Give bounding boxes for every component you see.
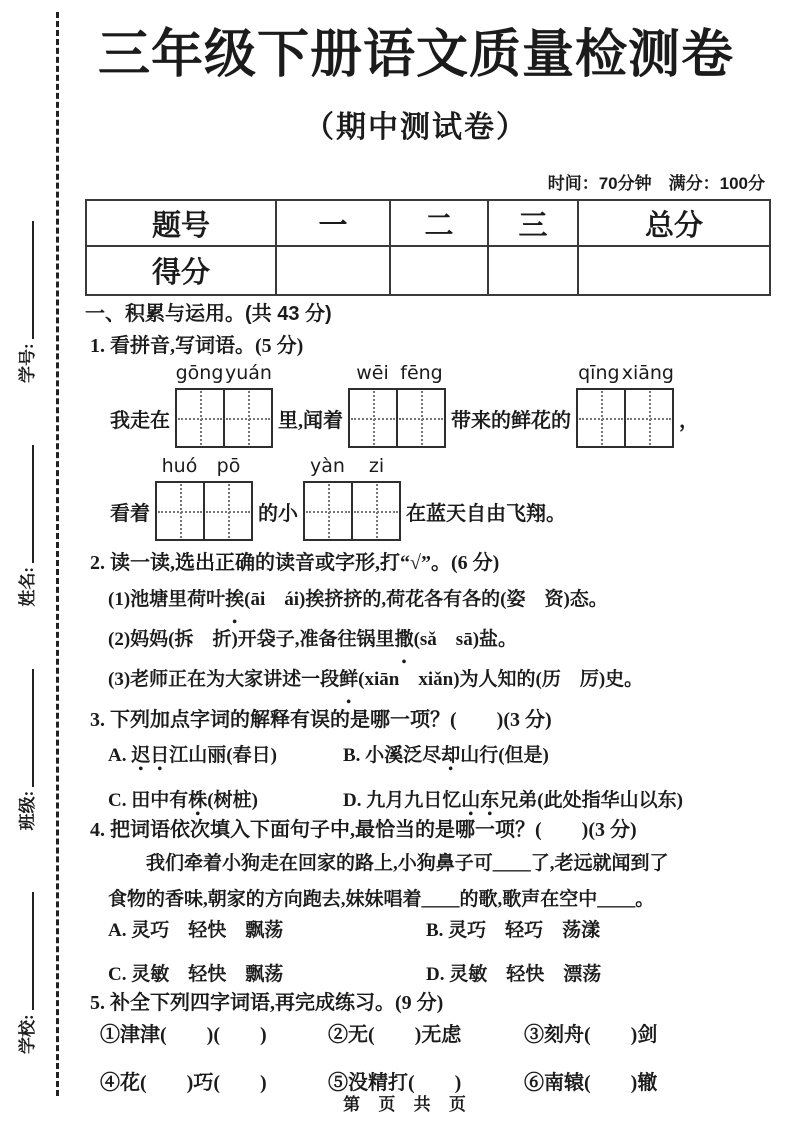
question-3-header: 3. 下列加点字词的解释有误的是哪一项？( )(3 分) xyxy=(90,709,552,731)
paper-subtitle: （期中测试卷） xyxy=(304,111,528,144)
sidebar-field-class xyxy=(13,669,38,831)
writing-box xyxy=(576,388,674,448)
sidebar-field-name xyxy=(13,445,38,607)
dashed-cut-line xyxy=(56,12,59,1096)
question-4-option-d: D. 灵敏 轻快 漂荡 xyxy=(426,964,602,985)
text-segment: 里,闻着 xyxy=(278,409,343,432)
text-segment: 的小 xyxy=(258,502,298,525)
score-cell-total xyxy=(578,246,770,295)
question-4-option-b: B. 灵巧 轻巧 荡漾 xyxy=(426,920,601,941)
text-segment: (2)妈妈(拆 折)开袋子,准备往锅里 xyxy=(108,629,395,650)
question-5-items xyxy=(100,1018,657,1095)
class-fill-line xyxy=(32,669,34,787)
section-one-heading: 一、积累与运用。(共 43 分) xyxy=(85,303,332,325)
question-5-item-2: ②无( )无虑 xyxy=(328,1024,462,1046)
question-3-option-a xyxy=(108,740,343,767)
student-info-strip xyxy=(8,24,42,1062)
text-segment: (āi ái)挨挤挤的,荷花各有各的(姿 资)态。 xyxy=(244,589,608,610)
text-segment: D. 九月九日忆 xyxy=(343,790,462,811)
question-5-item-3: ③刻舟( )剑 xyxy=(524,1024,658,1046)
emphasized-char: 株 xyxy=(188,790,208,811)
pinyin-word: gōng xyxy=(175,362,224,384)
emphasized-char: 却 xyxy=(441,745,461,766)
score-cell-three xyxy=(488,246,578,295)
question-3-options xyxy=(108,740,683,812)
passage-line-1: 我们牵着小狗走在回家的路上,小狗鼻子可____了,老远就闻到了 xyxy=(146,853,669,874)
pinyin-word: qīng xyxy=(578,362,620,384)
pinyin-word: fēng xyxy=(400,362,443,384)
header-cell-part-three: 三 xyxy=(488,200,578,246)
text-segment: A. xyxy=(108,745,132,766)
pinyin-word: wēi xyxy=(356,362,389,384)
question-1-line-1 xyxy=(108,362,701,448)
passage-line-2: 食物的香味,朝家的方向跑去,妹妹唱着____的歌,歌声在空中____。 xyxy=(108,889,655,910)
student-id-label: 学号: xyxy=(17,343,37,383)
class-label: 班级: xyxy=(17,790,37,831)
pinyin-row xyxy=(303,455,401,477)
name-label: 姓名: xyxy=(17,566,37,607)
text-segment: C. 田中有 xyxy=(108,790,189,811)
writing-cell xyxy=(177,390,223,446)
text-segment: 山行(但是) xyxy=(460,745,549,766)
text-segment: (1)池塘里荷叶 xyxy=(108,589,226,610)
pinyin-word: pō xyxy=(216,455,241,477)
writing-cell xyxy=(203,483,251,539)
header-cell-part-one: 一 xyxy=(276,200,390,246)
header-cell-part-two: 二 xyxy=(390,200,488,246)
emphasized-char: 挨 xyxy=(225,589,245,610)
writing-cell xyxy=(578,390,624,446)
question-3-option-d xyxy=(343,785,683,812)
pinyin-word: xiāng xyxy=(621,362,674,384)
text-segment: (xiān xiǎn)为人知的(历 厉)史。 xyxy=(358,669,644,690)
school-label: 学校: xyxy=(17,1014,37,1054)
text-segment: (sǎ sā)盐。 xyxy=(413,629,518,650)
question-1-line-2 xyxy=(108,455,568,541)
text-segment: 在蓝天自由飞翔。 xyxy=(406,502,566,525)
score-table-score-row xyxy=(86,246,770,295)
score-table-header-row xyxy=(86,200,770,246)
pinyin-word: huó xyxy=(161,455,198,477)
text-segment: 兄弟(此处指华山以东) xyxy=(499,790,683,811)
school-fill-line xyxy=(32,892,34,1010)
pinyin-row xyxy=(348,362,446,384)
pinyin-row xyxy=(175,362,273,384)
writing-cell xyxy=(305,483,351,539)
text-segment: 我走在 xyxy=(110,409,170,432)
text-segment: ， xyxy=(679,409,699,432)
emphasized-char: 撒 xyxy=(394,629,414,650)
writing-box xyxy=(348,388,446,448)
text-segment: 江山丽(春日) xyxy=(169,745,277,766)
writing-box xyxy=(175,388,273,448)
paper-title: 三年级下册语文质量检测卷 xyxy=(97,26,734,84)
emphasized-char: 日 xyxy=(150,745,170,766)
question-4-passage xyxy=(108,846,773,918)
score-table xyxy=(85,199,771,296)
question-2-item-1 xyxy=(108,580,643,620)
question-5-item-6: ⑥南辕( )辙 xyxy=(524,1072,658,1094)
header-cell-question-number: 题号 xyxy=(86,200,276,246)
emphasized-char: 山 xyxy=(461,790,481,811)
writing-box xyxy=(155,481,253,541)
question-2-items xyxy=(108,580,643,700)
writing-cell xyxy=(351,483,399,539)
question-4-option-a: A. 灵巧 轻快 飘荡 xyxy=(108,920,284,941)
pinyin-word: zi xyxy=(368,455,385,477)
sidebar-field-studentid xyxy=(13,221,38,383)
text-segment: 带来的鲜花的 xyxy=(451,409,571,432)
emphasized-char: 东 xyxy=(480,790,500,811)
pinyin-row xyxy=(576,362,674,384)
pinyin-word: yàn xyxy=(310,455,345,477)
header-cell-total: 总分 xyxy=(578,200,770,246)
student-id-fill-line xyxy=(32,221,34,339)
question-3-option-c xyxy=(108,785,343,812)
pinyin-write-box xyxy=(576,362,674,448)
writing-cell xyxy=(396,390,444,446)
pinyin-write-box xyxy=(303,455,401,541)
writing-cell xyxy=(624,390,672,446)
sidebar-field-school xyxy=(13,892,38,1054)
writing-box xyxy=(303,481,401,541)
question-2-item-2 xyxy=(108,620,643,660)
score-cell-two xyxy=(390,246,488,295)
question-2-item-3 xyxy=(108,660,643,700)
emphasized-char: 鲜 xyxy=(339,669,359,690)
score-cell-one xyxy=(276,246,390,295)
writing-cell xyxy=(223,390,271,446)
pinyin-write-box xyxy=(155,455,253,541)
question-5-header: 5. 补全下列四字词语,再完成练习。(9 分) xyxy=(90,992,444,1014)
exam-time-score-info: 时间：70分钟 满分：100分 xyxy=(547,174,765,193)
question-5-item-1: ①津津( )( ) xyxy=(100,1024,267,1046)
question-4-option-c: C. 灵敏 轻快 飘荡 xyxy=(108,964,284,985)
text-segment: 看着 xyxy=(110,502,150,525)
page-footer: 第 页 共 页 xyxy=(343,1095,473,1114)
pinyin-row xyxy=(155,455,253,477)
writing-cell xyxy=(157,483,203,539)
writing-cell xyxy=(350,390,396,446)
question-5-item-5: ⑤没精打( ) xyxy=(328,1072,462,1094)
pinyin-write-box xyxy=(348,362,446,448)
question-2-header: 2. 读一读,选出正确的读音或字形,打“√”。(6 分) xyxy=(90,552,500,574)
question-5-item-4: ④花( )巧( ) xyxy=(100,1072,267,1094)
pinyin-word: yuán xyxy=(225,362,272,384)
name-fill-line xyxy=(32,445,34,563)
question-1-header: 1. 看拼音,写词语。(5 分) xyxy=(90,335,304,357)
question-4-options xyxy=(108,915,601,986)
text-segment: (树桩) xyxy=(207,790,258,811)
pinyin-write-box xyxy=(175,362,273,448)
emphasized-char: 迟 xyxy=(131,745,151,766)
score-row-label: 得分 xyxy=(86,246,276,295)
question-4-header: 4. 把词语依次填入下面句子中,最恰当的是哪一项？( )(3 分) xyxy=(90,819,637,841)
text-segment: (3)老师正在为大家讲述一段 xyxy=(108,669,340,690)
text-segment: B. 小溪泛尽 xyxy=(343,745,442,766)
question-3-option-b xyxy=(343,740,683,767)
